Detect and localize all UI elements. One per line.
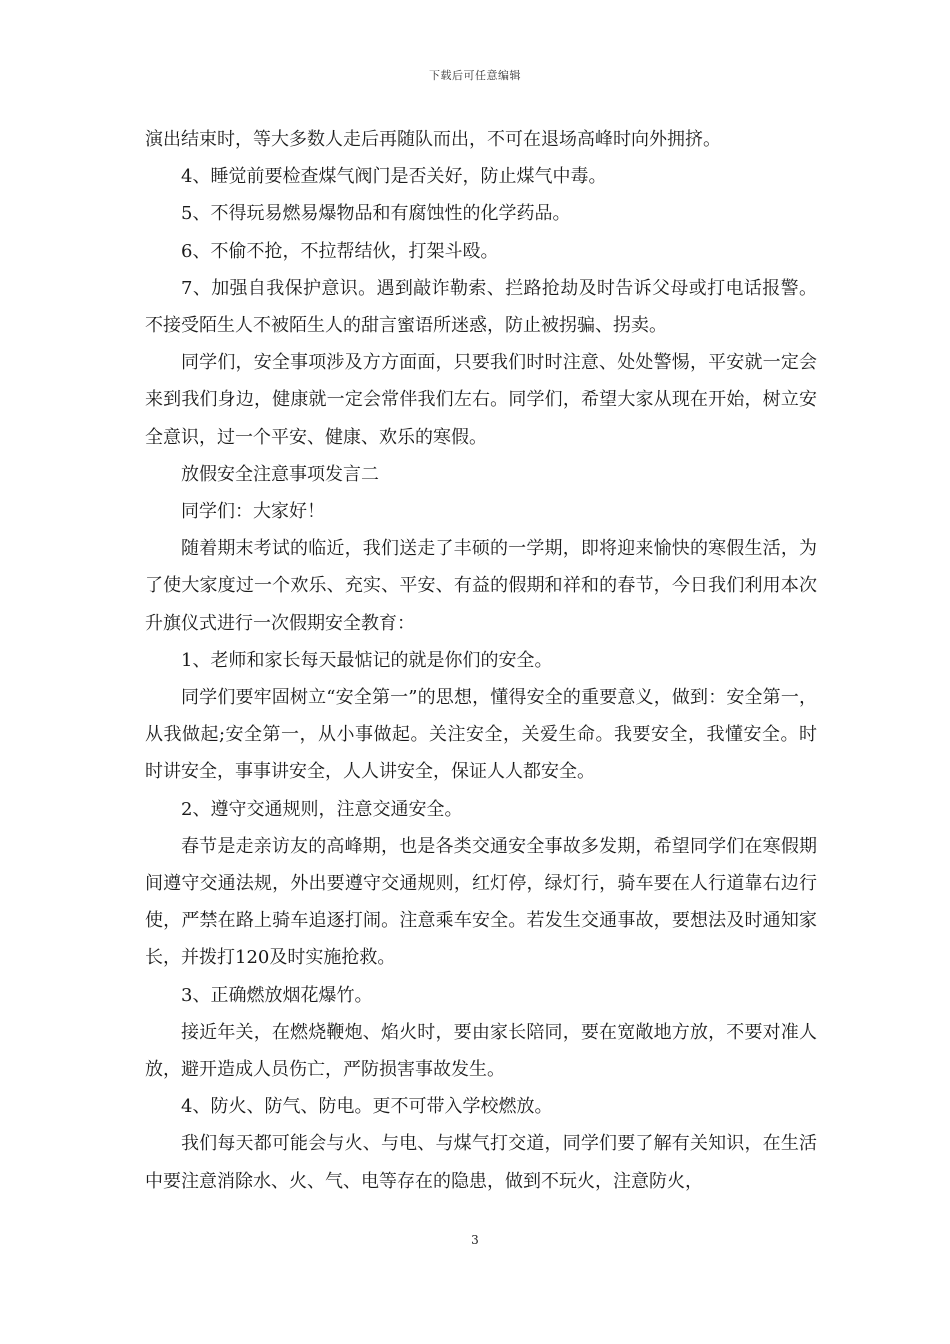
paragraph: 放假安全注意事项发言二 [181, 463, 379, 485]
paragraph: 接近年关，在燃烧鞭炮、焰火时，要由家长陪同，要在宽敞地方放，不要对准人放，避开造成人员伤亡，严防损害事故发生。 [145, 1021, 817, 1081]
paragraph: 6、不偷不抢，不拉帮结伙，打架斗殴。 [181, 240, 499, 262]
paragraph: 4、防火、防气、防电。更不可带入学校燃放。 [181, 1096, 553, 1118]
paragraph: 同学们，安全事项涉及方方面面，只要我们时时注意、处处警惕，平安就一定会来到我们身边，健康就一定会常伴我们左右。同学们，希望大家从现在开始，树立安全意识，过一个平安、健康、欢乐的寒假。 [145, 352, 817, 448]
paragraph: 7、加强自我保护意识。遇到敲诈勒索、拦路抢劫及时告诉父母或打电话报警。不接受陌生人不被陌生人的甜言蜜语所迷惑，防止被拐骗、拐卖。 [145, 277, 817, 337]
paragraph: 2、遵守交通规则，注意交通安全。 [181, 798, 463, 820]
document-body [145, 121, 817, 1200]
paragraph: 演出结束时，等大多数人走后再随队而出，不可在退场高峰时向外拥挤。 [145, 129, 721, 150]
paragraph: 随着期末考试的临近，我们送走了丰硕的一学期，即将迎来愉快的寒假生活，为了使大家度过一个欢乐、充实、平安、有益的假期和祥和的春节，今日我们利用本次升旗仪式进行一次假期安全教育： [145, 538, 817, 634]
paragraph: 4、睡觉前要检查煤气阀门是否关好，防止煤气中毒。 [181, 166, 607, 188]
paragraph: 我们每天都可能会与火、与电、与煤气打交道，同学们要了解有关知识，在生活中要注意消除水、火、气、电等存在的隐患，做到不玩火，注意防火， [145, 1133, 817, 1192]
paragraph: 春节是走亲访友的高峰期，也是各类交通安全事故多发期，希望同学们在寒假期间遵守交通法规，外出要遵守交通规则，红灯停，绿灯行，骑车要在人行道靠右边行使，严禁在路上骑车追逐打闹。注意乘车安全。若发生交通事故，要想法及时通知家长，并拨打120及时实施抢救。 [145, 835, 817, 969]
page-number: 3 [471, 1233, 479, 1247]
paragraph: 5、不得玩易燃易爆物品和有腐蚀性的化学药品。 [181, 203, 571, 225]
paragraph: 同学们：大家好！ [181, 501, 325, 523]
paragraph: 同学们要牢固树立“安全第一”的思想，懂得安全的重要意义，做到：安全第一，从我做起;安全第一，从小事做起。关注安全，关爱生命。我要安全，我懂安全。时时讲安全，事事讲安全，人人讲安全，保证人人都安全。 [145, 687, 817, 783]
paragraph: 1、老师和家长每天最惦记的就是你们的安全。 [181, 649, 553, 671]
page-header: 下载后可任意编辑 [429, 69, 521, 82]
paragraph: 3、正确燃放烟花爆竹。 [181, 984, 373, 1006]
